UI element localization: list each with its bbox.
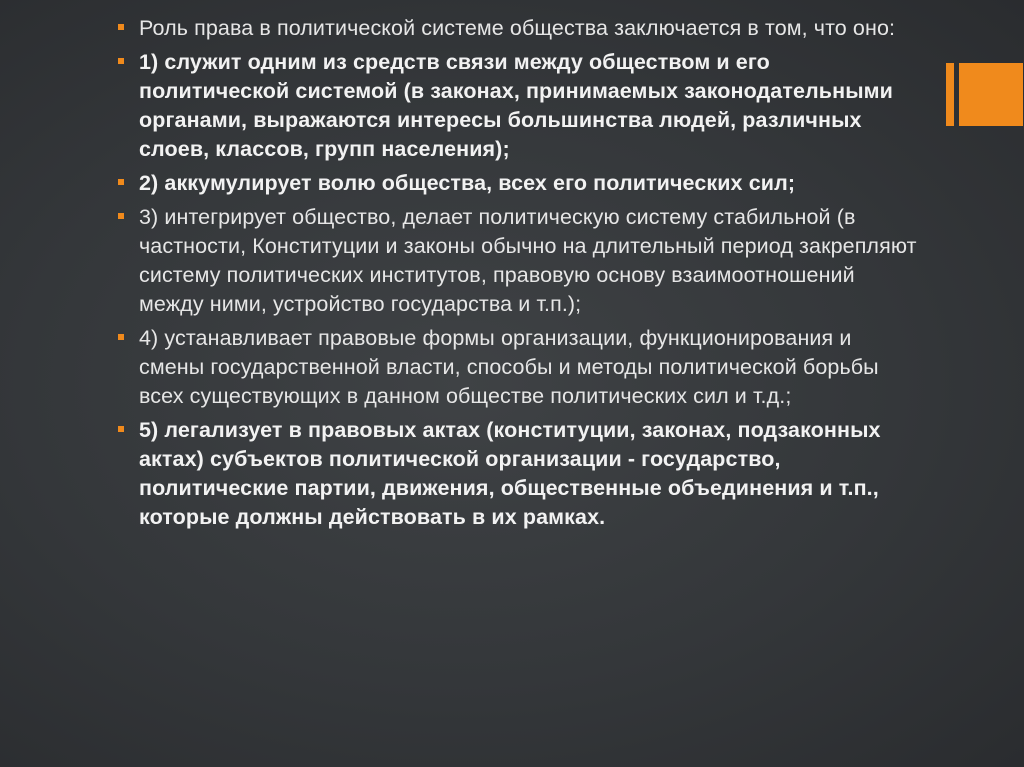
orange-accent-mark bbox=[946, 63, 1023, 126]
bullet-item-2 bbox=[117, 169, 917, 198]
bullet-text: 2) аккумулирует волю общества, всех его политических сил; bbox=[139, 171, 796, 195]
bullet-square-icon bbox=[118, 426, 124, 432]
bullet-square-icon bbox=[118, 58, 124, 64]
bullet-item-intro bbox=[117, 14, 917, 43]
bullet-square-icon bbox=[118, 24, 124, 30]
bullet-list bbox=[117, 14, 917, 537]
accent-thin-bar bbox=[946, 63, 954, 126]
bullet-text: 3) интегрирует общество, делает политическую систему стабильной (в частности, Конституции и законы обычно на длительный период закрепляют систему политических институтов, правовую основу взаимоотношений между ними, устройство государства и т.п.); bbox=[139, 205, 917, 316]
bullet-item-1 bbox=[117, 48, 917, 164]
bullet-text: 1) служит одним из средств связи между обществом и его политической системой (в законах, принимаемых законодательными органами, выражаются интересы большинства людей, различных слоев, классов, групп населения); bbox=[139, 50, 893, 161]
bullet-text: 5) легализует в правовых актах (конституции, законах, подзаконных актах) субъектов политической организации - государство, политические партии, движения, общественные объединения и т.п., которые должны действовать в их рамках. bbox=[139, 418, 881, 529]
bullet-item-5 bbox=[117, 416, 917, 532]
bullet-text: Роль права в политической системе общества заключается в том, что оно: bbox=[139, 16, 896, 40]
bullet-item-4 bbox=[117, 324, 917, 411]
bullet-square-icon bbox=[118, 213, 124, 219]
bullet-square-icon bbox=[118, 334, 124, 340]
bullet-square-icon bbox=[118, 179, 124, 185]
bullet-item-3 bbox=[117, 203, 917, 319]
accent-thick-bar bbox=[959, 63, 1023, 126]
bullet-text: 4) устанавливает правовые формы организации, функционирования и смены государственной власти, способы и методы политической борьбы всех существующих в данном обществе политических сил и т.д.; bbox=[139, 326, 879, 408]
